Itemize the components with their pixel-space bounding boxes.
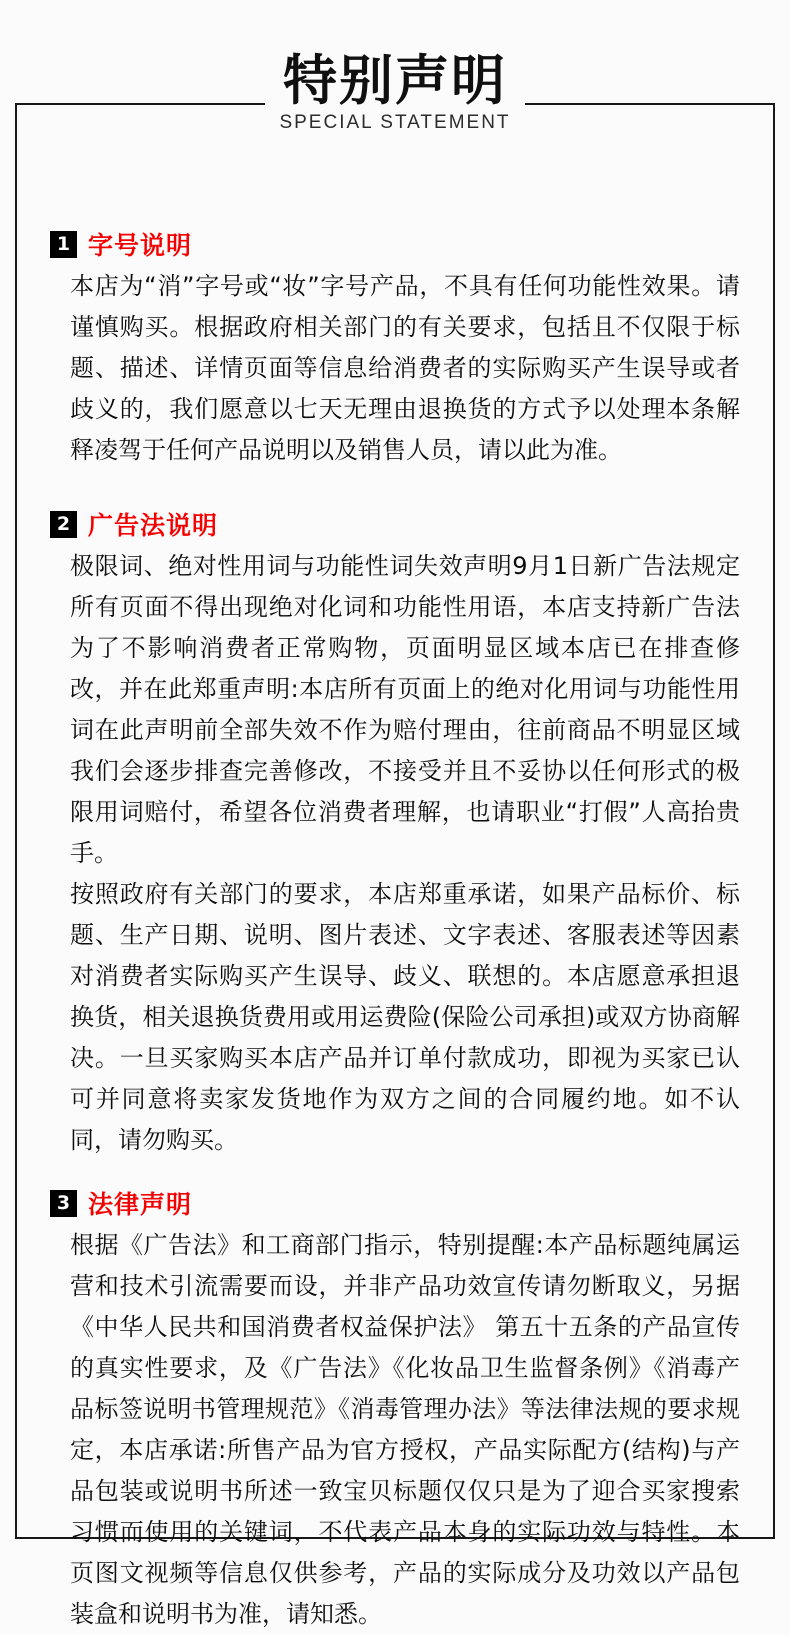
statement-paragraph: 根据《广告法》和工商部门指示，特别提醒:本产品标题纯属运营和技术引流需要而设，并非产品功效宣传请勿断取义，另据《中华人民共和国消费者权益保护法》 第五十五条的产品宣传的真实性要求，及《广告法》《化妆品卫生监督条例》《消毒产品标签说明书管理规范》《消毒管理办法》等法律法规的要求规定，本店承诺:所售产品为官方授权，产品实际配方(结构)与产品包装或说明书所述一致宝贝标题仅仅只是为了迎合买家搜索习惯而使用的关键词，不代表产品本身的实际功效与特性。本页图文视频等信息仅供参考，产品的实际成分及功效以产品包装盒和说明书为准，请知悉。 (70, 1231, 740, 1628)
page-subtitle: SPECIAL STATEMENT (279, 112, 511, 133)
statement-frame (15, 103, 775, 1628)
section-body (70, 546, 740, 1161)
section-body (70, 1225, 740, 1635)
section-legal-statement (56, 1189, 740, 1635)
section-header (50, 1189, 740, 1217)
section-ad-law-statement (56, 510, 740, 1161)
statement-paragraph: 极限词、绝对性用词与功能性词失效声明9月1日新广告法规定所有页面不得出现绝对化词和功能性用语，本店支持新广告法为了不影响消费者正常购物，页面明显区域本店已在排查修改，并在此郑重声明:本店所有页面上的绝对化用词与功能性用词在此声明前全部失效不作为赔付理由，往前商品不明显区域我们会逐步排查完善修改，不接受并且不妥协以任何形式的极限用词赔付，希望各位消费者理解，也请职业“打假”人高抬贵手。 (70, 552, 740, 867)
page-title: 特别声明 (265, 50, 525, 112)
section-heading: 法律声明 (88, 1190, 193, 1219)
statement-header (0, 0, 790, 134)
section-header (50, 230, 740, 258)
section-number-badge: 2 (50, 511, 77, 538)
section-number-badge: 3 (50, 1190, 77, 1217)
statement-paragraph: 本店为“消”字号或“妆”字号产品，不具有任何功能性效果。请谨慎购买。根据政府相关部门的有关要求，包括且不仅限于标题、描述、详情页面等信息给消费者的实际购买产生误导或者歧义的，我们愿意以七天无理由退换货的方式予以处理本条解释凌驾于任何产品说明以及销售人员，请以此为准。 (70, 272, 740, 464)
section-heading: 字号说明 (88, 231, 193, 260)
statement-paragraph: 按照政府有关部门的要求，本店郑重承诺，如果产品标价、标题、生产日期、说明、图片表述、文字表述、客服表述等因素对消费者实际购买产生误导、歧义、联想的。本店愿意承担退换货，相关退换货费用或用运费险(保险公司承担)或双方协商解决。一旦买家购买本店产品并订单付款成功，即视为买家已认可并同意将卖家发货地作为双方之间的合同履约地。如不认同，请勿购买。 (70, 880, 740, 1154)
section-body (70, 266, 740, 471)
section-font-size-statement (56, 230, 740, 471)
section-heading: 广告法说明 (88, 511, 219, 540)
section-header (50, 510, 740, 538)
section-number-badge: 1 (50, 231, 77, 258)
statement-content (17, 230, 773, 1635)
